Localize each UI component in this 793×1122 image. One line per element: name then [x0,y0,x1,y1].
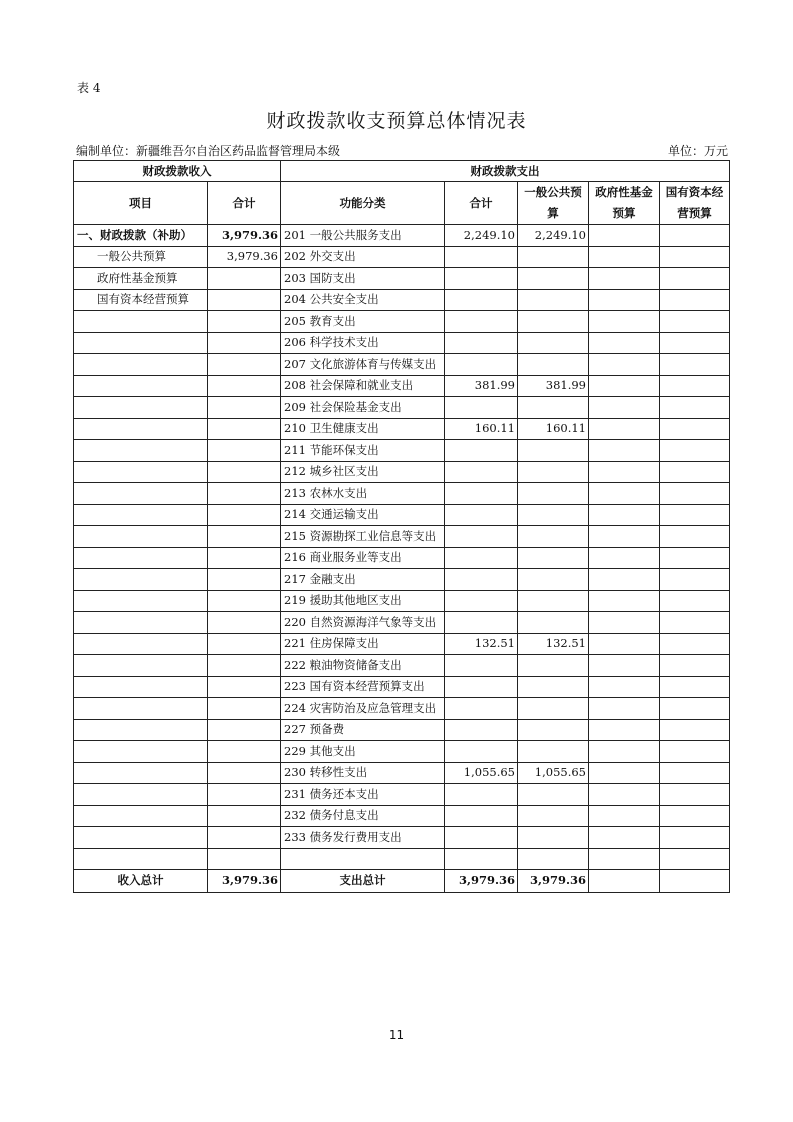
general-budget-cell [518,569,589,591]
table-row [74,848,730,869]
state-capital-cell [660,311,730,333]
table-row [74,676,730,698]
table-row [74,354,730,376]
state-capital-cell [660,741,730,763]
general-budget-cell [518,504,589,526]
state-capital-cell [660,504,730,526]
expense-total-cell: 132.51 [445,633,518,655]
expense-total-cell: 2,249.10 [445,225,518,247]
table-row [74,397,730,419]
gov-fund-cell [589,676,660,698]
state-capital-cell [660,483,730,505]
table-row [74,504,730,526]
table-row [74,698,730,720]
item-cell: 政府性基金预算 [74,268,208,290]
gov-fund-cell [589,784,660,806]
expense-total-cell [445,440,518,462]
expense-total-cell: 1,055.65 [445,762,518,784]
gov-fund-cell [589,848,660,869]
general-budget-cell [518,246,589,268]
func-class-cell: 227 预备费 [281,719,445,741]
gov-fund-cell [589,289,660,311]
item-cell [74,741,208,763]
gov-fund-cell [589,311,660,333]
func-class-cell: 202 外交支出 [281,246,445,268]
state-capital-cell [660,526,730,548]
func-class-cell: 214 交通运输支出 [281,504,445,526]
general-budget-cell [518,655,589,677]
gov-fund-cell [589,633,660,655]
gov-fund-cell [589,741,660,763]
item-total-cell [208,547,281,569]
state-capital-cell [660,784,730,806]
table-row [74,633,730,655]
func-class-cell: 205 教育支出 [281,311,445,333]
general-budget-cell [518,827,589,849]
gov-fund-cell [589,762,660,784]
table-row [74,805,730,827]
gov-fund-cell [589,332,660,354]
state-capital-cell [660,547,730,569]
gov-fund-cell [589,569,660,591]
general-budget-cell [518,268,589,290]
gov-fund-cell [589,418,660,440]
item-total-cell [208,569,281,591]
general-budget-cell [518,719,589,741]
general-budget-cell [518,676,589,698]
func-class-cell: 215 资源勘探工业信息等支出 [281,526,445,548]
state-capital-cell [660,461,730,483]
table-row [74,440,730,462]
item-total-cell [208,440,281,462]
income-total-label: 收入总计 [74,869,208,892]
item-cell [74,375,208,397]
state-capital-cell [660,848,730,869]
state-capital-cell [660,354,730,376]
gov-fund-cell [589,461,660,483]
item-total-cell [208,504,281,526]
expense-total-cell [445,827,518,849]
item-total-cell [208,719,281,741]
gov-fund-cell [589,526,660,548]
state-capital-cell [660,268,730,290]
table-row [74,827,730,849]
item-cell [74,569,208,591]
expense-total-cell [445,483,518,505]
item-cell [74,504,208,526]
gov-fund-cell [589,655,660,677]
item-total-cell [208,418,281,440]
income-group-header: 财政拨款收入 [74,161,281,182]
func-class-cell: 217 金融支出 [281,569,445,591]
gov-fund-cell [589,805,660,827]
item-total-cell [208,461,281,483]
unit-line [76,142,728,159]
item-total-cell [208,311,281,333]
item-cell [74,354,208,376]
gov-fund-cell [589,698,660,720]
item-total-cell [208,741,281,763]
item-total-cell [208,698,281,720]
item-total-cell: 3,979.36 [208,246,281,268]
item-cell [74,332,208,354]
expense-total-cell [445,289,518,311]
table-row [74,289,730,311]
expense-total-cell [445,719,518,741]
general-budget-cell: 160.11 [518,418,589,440]
table-row [74,741,730,763]
expense-total-cell [445,504,518,526]
func-class-cell: 222 粮油物资储备支出 [281,655,445,677]
item-cell [74,719,208,741]
state-capital-cell [660,719,730,741]
state-capital-cell [660,225,730,247]
currency-unit: 单位：万元 [667,144,728,158]
item-cell [74,655,208,677]
item-cell [74,311,208,333]
general-budget-cell: 132.51 [518,633,589,655]
general-budget-cell: 1,055.65 [518,762,589,784]
item-cell [74,590,208,612]
item-total-cell [208,332,281,354]
gov-fund-cell [589,483,660,505]
expense-total-cell [445,848,518,869]
item-total-cell [208,483,281,505]
func-class-cell: 221 住房保障支出 [281,633,445,655]
expense-total-cell [445,590,518,612]
state-capital-cell [660,418,730,440]
gov-fund-cell [589,268,660,290]
expense-total-cell [445,268,518,290]
state-capital-cell [660,655,730,677]
expense-total-cell [445,805,518,827]
table-row [74,418,730,440]
table-row [74,612,730,634]
item-total-cell [208,590,281,612]
general-budget-cell [518,612,589,634]
item-cell [74,676,208,698]
expense-total-cell: 160.11 [445,418,518,440]
item-cell [74,440,208,462]
func-class-cell: 210 卫生健康支出 [281,418,445,440]
table-row [74,784,730,806]
expense-fund-total [589,869,660,892]
expense-total-cell [445,676,518,698]
func-class-cell: 233 债务发行费用支出 [281,827,445,849]
gov-fund-cell [589,397,660,419]
income-total-value: 3,979.36 [208,869,281,892]
expense-total-cell [445,397,518,419]
func-class-cell: 219 援助其他地区支出 [281,590,445,612]
table-row [74,461,730,483]
income-total-header: 合计 [208,182,281,225]
general-budget-cell [518,354,589,376]
table-row [74,246,730,268]
table-row [74,655,730,677]
item-total-cell [208,827,281,849]
func-class-cell: 232 债务付息支出 [281,805,445,827]
table-row [74,332,730,354]
item-cell [74,397,208,419]
func-class-cell: 229 其他支出 [281,741,445,763]
item-total-cell [208,354,281,376]
general-budget-cell [518,805,589,827]
func-class-cell: 216 商业服务业等支出 [281,547,445,569]
table-row [74,569,730,591]
item-cell [74,547,208,569]
func-class-cell [281,848,445,869]
table-row [74,483,730,505]
expense-total-cell [445,461,518,483]
general-budget-cell [518,698,589,720]
expense-general-total: 3,979.36 [518,869,589,892]
func-class-cell: 208 社会保障和就业支出 [281,375,445,397]
table-row [74,762,730,784]
general-budget-cell: 381.99 [518,375,589,397]
item-cell: 国有资本经营预算 [74,289,208,311]
expense-total-cell [445,784,518,806]
func-class-cell: 211 节能环保支出 [281,440,445,462]
budget-table [73,160,730,893]
general-budget-cell [518,397,589,419]
item-total-cell [208,784,281,806]
func-class-cell: 230 转移性支出 [281,762,445,784]
func-class-cell: 206 科学技术支出 [281,332,445,354]
item-cell: 一、财政拨款（补助） [74,225,208,247]
gov-fund-cell [589,225,660,247]
expense-total-cell [445,311,518,333]
expense-total-cell [445,332,518,354]
expense-total-cell [445,612,518,634]
gov-fund-cell [589,354,660,376]
item-total-cell [208,612,281,634]
item-cell [74,461,208,483]
state-capital-cell [660,633,730,655]
item-total-cell [208,289,281,311]
expense-total-cell [445,569,518,591]
general-budget-cell [518,332,589,354]
state-capital-cell [660,440,730,462]
func-class-cell: 209 社会保险基金支出 [281,397,445,419]
item-total-cell [208,268,281,290]
gov-fund-cell [589,440,660,462]
gov-fund-cell [589,375,660,397]
gov-fund-cell [589,612,660,634]
gov-fund-cell [589,547,660,569]
general-budget-cell [518,784,589,806]
table-row [74,526,730,548]
gov-fund-cell [589,827,660,849]
gov-fund-cell [589,719,660,741]
state-capital-cell [660,569,730,591]
expense-total-cell [445,246,518,268]
expense-total-label: 支出总计 [281,869,445,892]
state-capital-cell [660,246,730,268]
general-budget-cell [518,547,589,569]
state-capital-cell [660,332,730,354]
expense-total-cell [445,547,518,569]
gov-fund-cell [589,246,660,268]
table-row [74,590,730,612]
table-row [74,225,730,247]
general-budget-cell [518,483,589,505]
general-budget-cell [518,526,589,548]
state-capital-cell [660,698,730,720]
expense-total-cell [445,741,518,763]
general-budget-cell [518,289,589,311]
func-class-header: 功能分类 [281,182,445,225]
expense-group-header: 财政拨款支出 [281,161,730,182]
expense-total-header: 合计 [445,182,518,225]
state-capital-cell [660,805,730,827]
func-class-cell: 223 国有资本经营预算支出 [281,676,445,698]
general-budget-cell [518,461,589,483]
item-total-cell [208,526,281,548]
item-total-cell [208,655,281,677]
expense-total-cell: 381.99 [445,375,518,397]
table-row [74,375,730,397]
item-cell [74,633,208,655]
func-class-cell: 204 公共安全支出 [281,289,445,311]
state-capital-cell [660,676,730,698]
func-class-cell: 224 灾害防治及应急管理支出 [281,698,445,720]
item-total-cell [208,762,281,784]
table-row [74,268,730,290]
general-budget-cell [518,311,589,333]
item-cell [74,698,208,720]
gov-fund-cell [589,504,660,526]
general-budget-cell [518,741,589,763]
state-capital-cell [660,827,730,849]
general-budget-cell: 2,249.10 [518,225,589,247]
item-cell [74,827,208,849]
item-cell [74,483,208,505]
item-total-cell: 3,979.36 [208,225,281,247]
expense-capital-total [660,869,730,892]
item-total-cell [208,397,281,419]
func-class-cell: 213 农林水支出 [281,483,445,505]
general-budget-cell [518,590,589,612]
item-total-cell [208,805,281,827]
general-budget-header: 一般公共预算 [518,182,589,225]
table-row [74,547,730,569]
item-cell [74,612,208,634]
item-cell: 一般公共预算 [74,246,208,268]
func-class-cell: 220 自然资源海洋气象等支出 [281,612,445,634]
table-number: 表 4 [77,81,101,95]
state-capital-cell [660,375,730,397]
item-cell [74,526,208,548]
func-class-cell: 203 国防支出 [281,268,445,290]
item-total-cell [208,848,281,869]
expense-total-cell [445,655,518,677]
page-number: 11 [388,1028,405,1042]
state-capital-cell [660,612,730,634]
state-capital-budget-header: 国有资本经营预算 [660,182,730,225]
item-total-cell [208,676,281,698]
expense-total-cell [445,354,518,376]
general-budget-cell [518,440,589,462]
state-capital-cell [660,289,730,311]
func-class-cell: 207 文化旅游体育与传媒支出 [281,354,445,376]
item-cell [74,784,208,806]
item-cell [74,848,208,869]
item-total-cell [208,375,281,397]
state-capital-cell [660,397,730,419]
expense-total-cell [445,698,518,720]
page-title: 财政拨款收支预算总体情况表 [266,110,527,132]
state-capital-cell [660,590,730,612]
item-total-cell [208,633,281,655]
table-row [74,311,730,333]
item-cell [74,762,208,784]
item-cell [74,418,208,440]
table-row [74,719,730,741]
compiling-unit: 编制单位：新疆维吾尔自治区药品监督管理局本级 [76,144,341,158]
func-class-cell: 231 债务还本支出 [281,784,445,806]
gov-fund-budget-header: 政府性基金预算 [589,182,660,225]
item-cell [74,805,208,827]
func-class-cell: 212 城乡社区支出 [281,461,445,483]
gov-fund-cell [589,590,660,612]
state-capital-cell [660,762,730,784]
expense-total-value: 3,979.36 [445,869,518,892]
expense-total-cell [445,526,518,548]
general-budget-cell [518,848,589,869]
item-header: 项目 [74,182,208,225]
func-class-cell: 201 一般公共服务支出 [281,225,445,247]
